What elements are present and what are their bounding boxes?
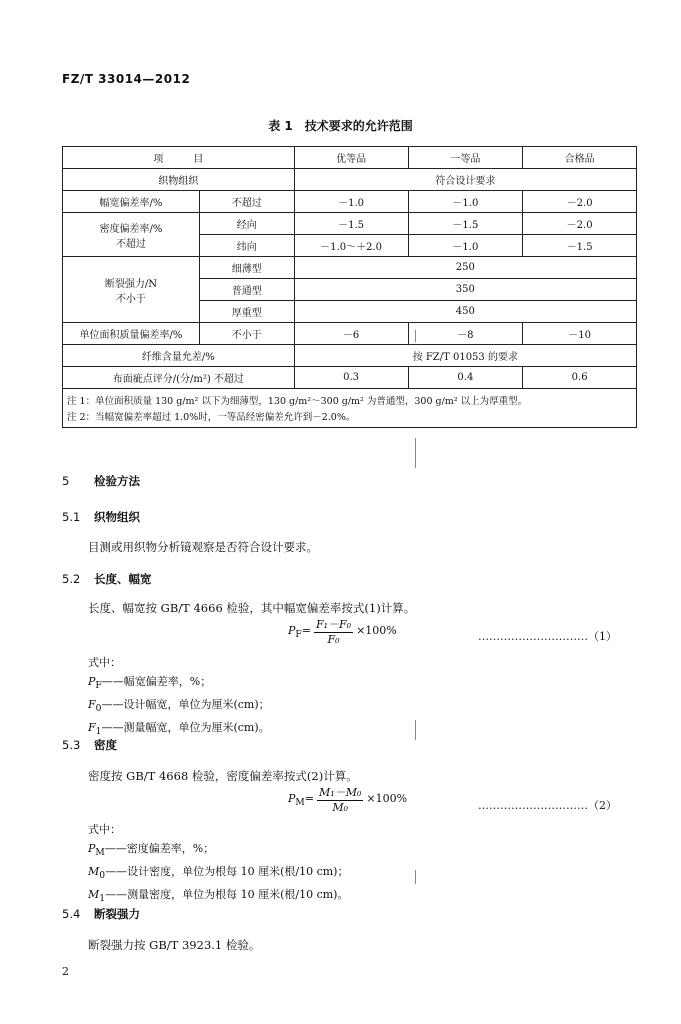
definition-list-1	[88, 672, 270, 742]
def-symbol-sub: 0	[95, 703, 102, 715]
formula-eq: =	[301, 624, 311, 637]
formula-tag-1: …………………………（1）	[478, 630, 617, 643]
definition-item	[88, 862, 348, 885]
cell-value: 0.3	[294, 367, 408, 389]
paragraph-5-2: 长度、幅宽按 GB/T 4666 检验，其中幅宽偏差率按式(1)计算。	[88, 601, 416, 615]
table-note-row	[63, 389, 637, 409]
formula-denominator: F₀	[327, 633, 340, 646]
section-number: 5	[62, 474, 70, 488]
col-header-grade3: 合格品	[523, 147, 637, 169]
cell-value: 250	[294, 257, 636, 279]
definition-item	[88, 695, 270, 718]
formula-fraction	[314, 616, 353, 646]
table-row	[63, 345, 637, 367]
formula-lhs-sub: M	[295, 797, 305, 809]
cell-value: 450	[294, 301, 636, 323]
section-5-heading	[62, 473, 140, 489]
definition-item	[88, 672, 270, 695]
section-number: 5.2	[62, 572, 81, 586]
def-text: ——设计幅宽，单位为厘米(cm)；	[101, 698, 270, 712]
section-title: 织物组织	[94, 510, 140, 524]
cell-value: －1.0	[408, 191, 523, 213]
def-symbol: M	[88, 888, 100, 902]
section-title: 检验方法	[94, 474, 140, 488]
section-title: 长度、幅宽	[94, 572, 152, 586]
row-label-defects: 布面疵点评分/(分/m²) 不超过	[63, 367, 295, 389]
table-row	[63, 191, 637, 213]
row-label-fiber: 纤维含量允差/%	[63, 345, 295, 367]
cell-value: －1.5	[523, 235, 637, 257]
table-row	[63, 213, 637, 235]
cell-value: －1.0～＋2.0	[294, 235, 408, 257]
formula-tag-2: …………………………（2）	[478, 799, 617, 812]
formula-numerator: M₁－M₀	[319, 786, 362, 799]
row-label-mass-dev: 单位面积质量偏差率/%	[63, 323, 200, 345]
def-symbol: P	[88, 675, 96, 688]
standard-code: FZ/T 33014—2012	[62, 72, 191, 86]
scan-artifact	[415, 870, 416, 884]
row-qualifier: 不小于	[199, 323, 294, 345]
cell-value: 350	[294, 279, 636, 301]
strength-label-line2: 不小于	[115, 293, 146, 305]
row-label-weave: 织物组织	[63, 169, 295, 191]
subsection-5-2-heading	[62, 571, 152, 587]
where-label-2: 式中：	[88, 823, 121, 836]
cell-value: －8	[408, 323, 523, 345]
sub-label-warp: 经向	[199, 213, 294, 235]
table-note-2: 注 2：当幅宽偏差率超过 1.0%时，一等品经密偏差允许到－2.0%。	[63, 408, 637, 428]
def-text: ——测量幅宽，单位为厘米(cm)。	[101, 721, 270, 735]
cell-value: 0.4	[408, 367, 523, 389]
scan-artifact	[415, 438, 416, 468]
table-row	[63, 323, 637, 345]
section-number: 5.1	[62, 510, 81, 524]
cell-value: －1.0	[408, 235, 523, 257]
definition-list-2	[88, 839, 348, 909]
formula-tail: ×100%	[366, 792, 408, 805]
col-header-grade2: 一等品	[408, 147, 523, 169]
formula-lhs: P	[288, 624, 296, 637]
cell-value: －1.5	[294, 213, 408, 235]
sub-label-weft: 纬向	[199, 235, 294, 257]
cell-fiber-value: 按 FZ/T 01053 的要求	[294, 345, 636, 367]
cell-value: －6	[294, 323, 408, 345]
formula-1	[288, 616, 397, 646]
sub-label-thick: 厚重型	[199, 301, 294, 323]
def-symbol-sub: 0	[99, 870, 106, 882]
def-symbol-sub: 1	[99, 893, 106, 905]
formula-2	[288, 784, 407, 814]
def-symbol: F	[88, 698, 96, 712]
table-header-row	[63, 147, 637, 169]
cell-value: －1.5	[408, 213, 523, 235]
formula-numerator: F₁－F₀	[315, 618, 352, 631]
def-symbol-sub: M	[95, 847, 105, 859]
paragraph-5-4: 断裂强力按 GB/T 3923.1 检验。	[88, 938, 261, 952]
def-text: ——幅宽偏差率，%；	[101, 675, 212, 688]
cell-value: 0.6	[523, 367, 637, 389]
cell-value: －2.0	[523, 191, 637, 213]
def-symbol: M	[88, 865, 100, 879]
subsection-5-1-heading	[62, 509, 140, 525]
def-symbol: F	[88, 721, 96, 735]
table-note-row	[63, 408, 637, 428]
table-row	[63, 257, 637, 279]
requirements-table	[62, 146, 637, 428]
table-caption: 表 1 技术要求的允许范围	[268, 119, 413, 133]
scan-artifact	[415, 720, 416, 740]
paragraph-5-1: 目测或用织物分析镜观察是否符合设计要求。	[88, 540, 318, 554]
formula-lhs-sub: F	[295, 629, 302, 641]
formula-eq: =	[304, 792, 315, 805]
section-title: 断裂强力	[94, 907, 140, 921]
def-symbol-sub: F	[95, 680, 102, 692]
scan-artifact	[415, 330, 416, 342]
section-number: 5.4	[62, 907, 81, 921]
subsection-5-3-heading	[62, 737, 117, 753]
paragraph-5-3: 密度按 GB/T 4668 检验，密度偏差率按式(2)计算。	[88, 769, 358, 783]
formula-denominator: M₀	[332, 801, 349, 814]
section-title: 密度	[94, 738, 117, 752]
def-symbol-sub: 1	[95, 726, 102, 738]
def-text: ——测量密度，单位为根每 10 厘米(根/10 cm)。	[105, 888, 349, 902]
cell-value: －2.0	[523, 213, 637, 235]
formula-lhs: P	[288, 792, 296, 805]
page-number: 2	[62, 965, 69, 978]
subsection-5-4-heading	[62, 906, 140, 922]
def-symbol: P	[88, 842, 96, 855]
definition-item	[88, 839, 348, 862]
col-header-grade1: 优等品	[294, 147, 408, 169]
def-text: ——密度偏差率，%；	[104, 842, 215, 855]
sub-label-normal: 普通型	[199, 279, 294, 301]
strength-label-line1: 断裂强力/N	[104, 278, 157, 290]
row-qualifier: 不超过	[199, 191, 294, 213]
cell-value: －1.0	[294, 191, 408, 213]
cell-weave-value: 符合设计要求	[294, 169, 636, 191]
table-row	[63, 169, 637, 191]
section-number: 5.3	[62, 738, 81, 752]
formula-fraction	[317, 784, 363, 814]
where-label-1: 式中：	[88, 656, 121, 669]
row-label-strength	[63, 257, 200, 323]
col-header-item: 项 目	[63, 147, 295, 169]
cell-value: －10	[523, 323, 637, 345]
def-text: ——设计密度，单位为根每 10 厘米(根/10 cm)；	[105, 865, 349, 879]
table-row	[63, 367, 637, 389]
row-label-width-dev: 幅宽偏差率/%	[63, 191, 200, 213]
density-label-line2: 不超过	[115, 238, 146, 250]
table-note-1: 注 1：单位面积质量 130 g/m² 以下为细薄型，130 g/m²～300 g/m² 为普通型，300 g/m² 以上为厚重型。	[63, 389, 637, 409]
row-label-density-dev	[63, 213, 200, 257]
density-label-line1: 密度偏差率/%	[99, 223, 163, 235]
sub-label-thin: 细薄型	[199, 257, 294, 279]
formula-tail: ×100%	[356, 624, 397, 637]
